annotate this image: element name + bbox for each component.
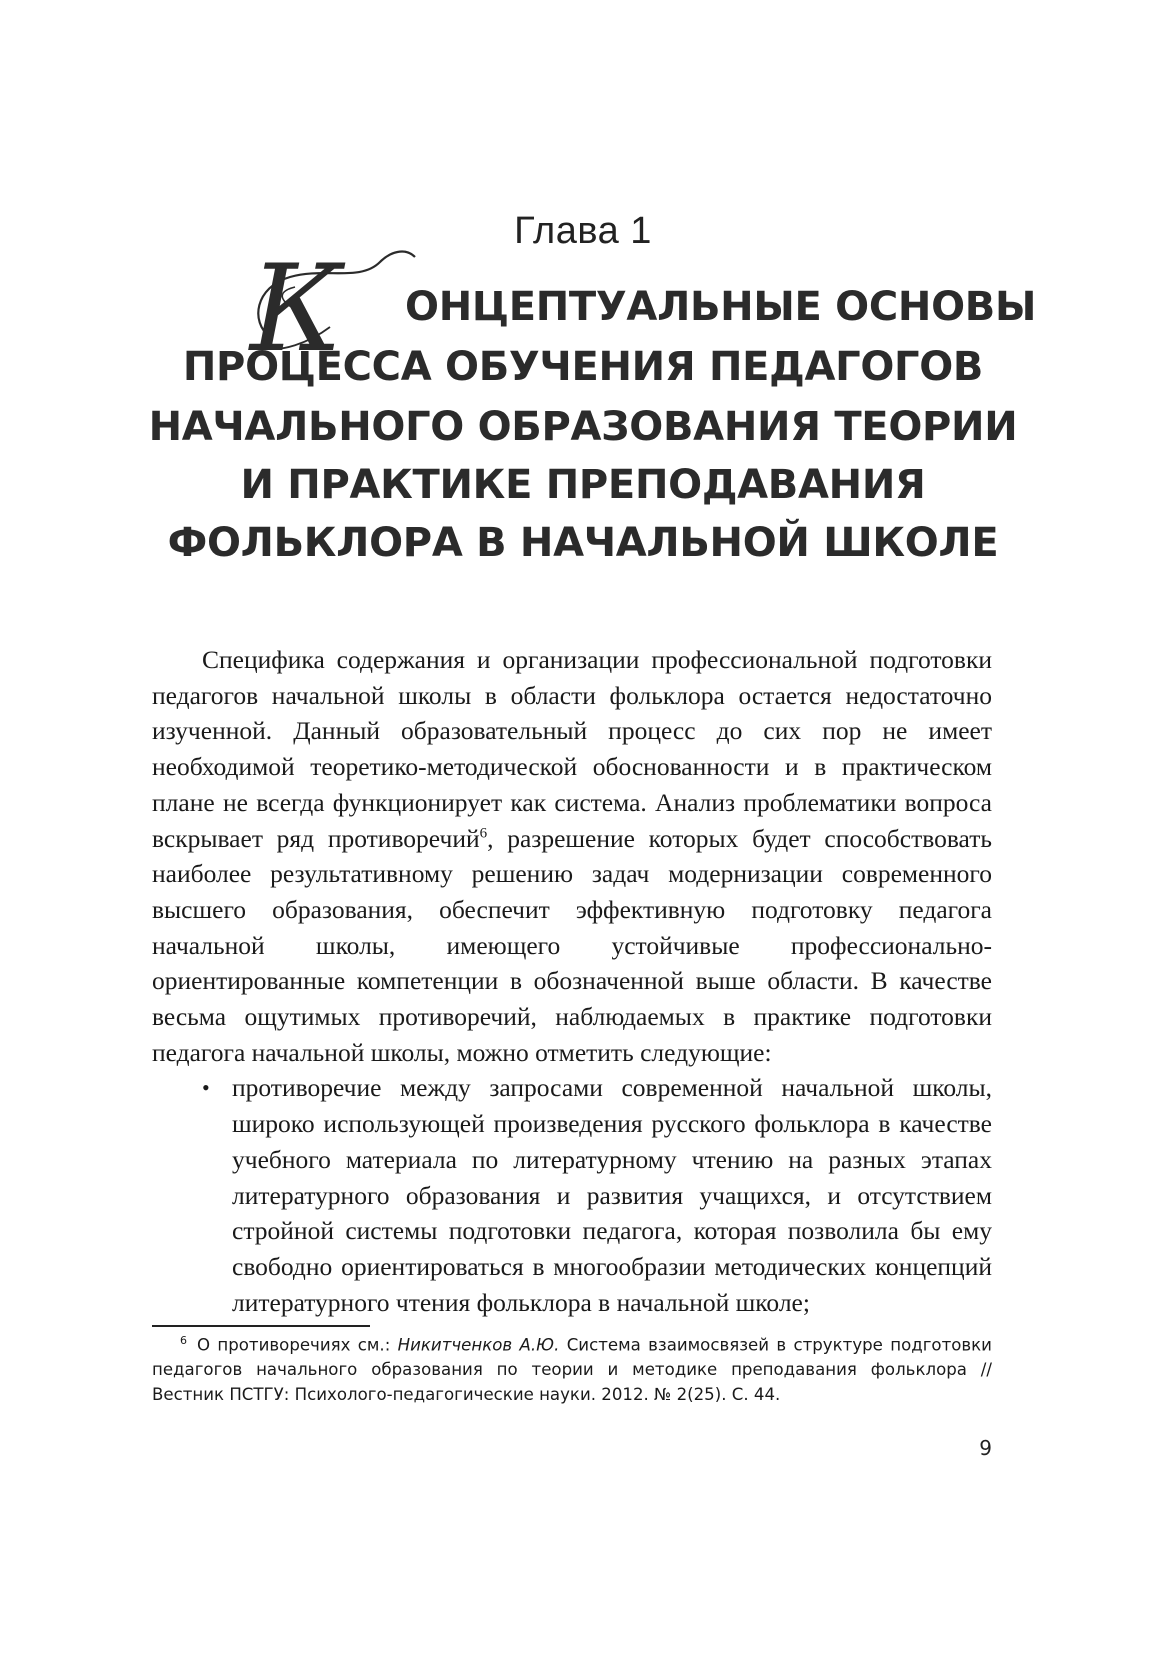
footnote-author: Никитченков А.Ю. (397, 1335, 560, 1355)
drop-cap-letter: К (250, 240, 343, 379)
footnote-citation: Система взаимосвязей в структуре подготовки педагогов начального образования по теории и методике преподавания фольклора // Вестник ПСТГУ: Психолого-педагогические науки. 2012. № 2(25). С. 44. (152, 1335, 992, 1404)
title-line-3: НАЧАЛЬНОГО ОБРАЗОВАНИЯ ТЕОРИИ (148, 404, 1018, 450)
footnote-number: 6 (180, 1334, 187, 1347)
paragraph-text-before-note: Специфика содержания и организации профессиональной подготовки педагогов начальной школы в области фольклора остается недостаточно изученной. Данный образовательный процесс до сих пор не имеет необходимой теоретико-методической обоснованности и в практическом плане не всегда функционирует как система. Анализ проблематики вопроса вскрывает ряд противоречий (152, 645, 992, 853)
bullet-icon: • (202, 1075, 210, 1101)
body-text (152, 642, 992, 1320)
title-line-2: ПРОЦЕССА ОБУЧЕНИЯ ПЕДАГОГОВ (182, 344, 984, 390)
page-number: 9 (979, 1436, 992, 1460)
paragraph-text-after-note: , разрешение которых будет способствовать наиболее результативному решению задач модернизации современного высшего образования, обеспечит эффективную подготовку педагога начальной школы, имеющего устойчивые профессионально-ориентированные компетенции в обозначенной выше области. В качестве весьма ощутимых противоречий, наблюдаемых в практике подготовки педагога начальной школы, можно отметить следующие: (152, 823, 992, 1067)
list-item (152, 1070, 992, 1320)
contradictions-list (152, 1070, 992, 1320)
chapter-label: Глава 1 (514, 210, 652, 252)
list-item-text: противоречие между запросами современной начальной школы, широко использующей произведения русского фольклора в качестве учебного материала по литературному чтению на разных этапах литературного образования и развития учащихся, и отсутствием стройной системы подготовки педагога, которая позволила бы ему свободно ориентироваться в многообразии методических концепций литературного чтения фольклора в начальной школе; (232, 1073, 992, 1317)
title-line-1-text: ОНЦЕПТУАЛЬНЫЕ ОСНОВЫ (405, 284, 1037, 330)
footnote-lead: О противоречиях см.: (197, 1335, 398, 1355)
footnote-divider (152, 1325, 370, 1327)
title-line-4: И ПРАКТИКЕ ПРЕПОДАВАНИЯ (240, 462, 926, 508)
footnote (152, 1329, 992, 1407)
title-line-5: ФОЛЬКЛОРА В НАЧАЛЬНОЙ ШКОЛЕ (167, 520, 999, 566)
footnote-reference: 6 (479, 825, 488, 842)
body-paragraph (152, 642, 992, 1070)
